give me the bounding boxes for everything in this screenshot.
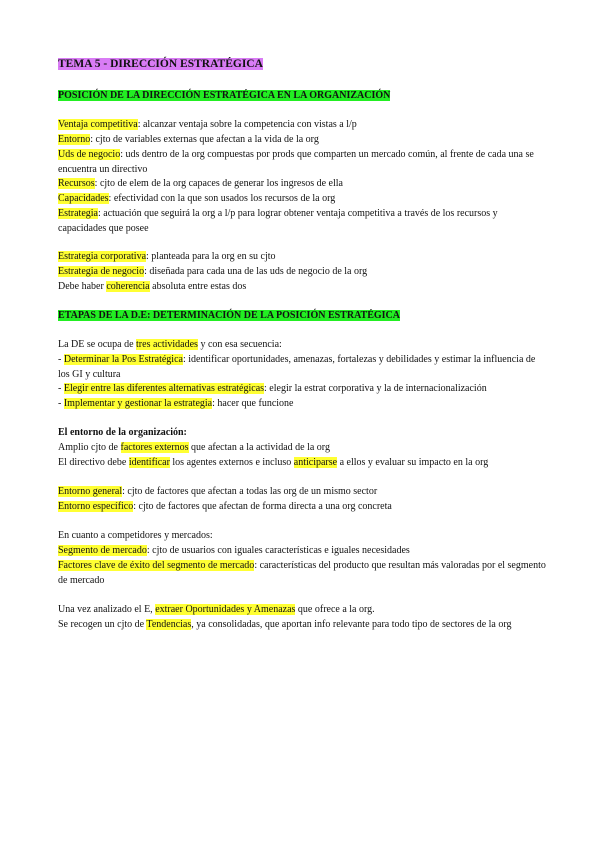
- term: Uds de negocio: [58, 149, 121, 160]
- heading-text: ETAPAS DE LA D.E: DETERMINACIÓN DE LA POSICIÓN ESTRATÉGICA: [58, 310, 401, 321]
- bullet: -: [58, 398, 64, 409]
- bullet: -: [58, 354, 64, 365]
- term: Determinar la Pos Estratégica: [63, 354, 183, 365]
- competidores-intro: [58, 528, 548, 543]
- definition-entorno: [58, 132, 548, 147]
- definition-recursos: [58, 176, 548, 191]
- definition-estrategia-corporativa: [58, 249, 548, 264]
- text-mid: los agentes externos e incluso: [169, 457, 294, 468]
- text-pre: Debe haber: [58, 281, 107, 292]
- text-rest: : elegir la estrat corporativa y la de internacionalización: [264, 383, 487, 394]
- definition: : actuación que seguirá la org a l/p para lograr obtener ventaja competitiva a través de los recursos y capacidades que posee: [58, 208, 498, 234]
- term: Estrategia: [58, 208, 98, 219]
- title-text: TEMA 5 - DIRECCIÓN ESTRATÉGICA: [58, 58, 263, 70]
- definition: : uds dentro de la org compuestas por prods que comparten un mercado común, al frente de cada una se encuentra un directivo: [58, 149, 534, 175]
- term: anticiparse: [293, 457, 338, 468]
- entorno-line-2: [58, 455, 548, 470]
- activities-intro: [58, 337, 548, 352]
- definition: : cjto de elem de la org capaces de generar los ingresos de ella: [94, 178, 343, 189]
- term: Factores clave de éxito del segmento de mercado: [58, 560, 255, 571]
- term: Entorno general: [58, 486, 123, 497]
- term: Ventaja competitiva: [58, 119, 138, 130]
- document-title: [58, 57, 548, 72]
- coherencia-line: [58, 279, 548, 294]
- text-pre: Amplio cjto de: [58, 442, 121, 453]
- text-rest: : identificar oportunidades, amenazas, fortalezas y debilidades y estimar la influencia de los GI y cultura: [58, 354, 536, 380]
- text-pre: El directivo debe: [58, 457, 129, 468]
- definition: : planteada para la org en su cjto: [146, 251, 276, 262]
- text-pre: Una vez analizado el E,: [58, 604, 156, 615]
- activity-item-3: [58, 396, 548, 411]
- text-rest: que afectan a la actividad de la org: [188, 442, 330, 453]
- activity-item-2: [58, 381, 548, 396]
- heading-text: POSICIÓN DE LA DIRECCIÓN ESTRATÉGICA EN LA ORGANIZACIÓN: [58, 90, 391, 101]
- definition-factores-clave: [58, 558, 548, 588]
- section-heading-1: [58, 88, 548, 103]
- section-heading-2: [58, 308, 548, 323]
- definition-capacidades: [58, 191, 548, 206]
- definition-entorno-especifico: [58, 499, 548, 514]
- term: Estrategia de negocio: [58, 266, 145, 277]
- definition: : cjto de usuarios con iguales características e iguales necesidades: [146, 545, 410, 556]
- text-rest: y con esa secuencia:: [197, 339, 282, 350]
- term: Entorno específico: [58, 501, 134, 512]
- definition: : características del producto que resultan más valoradas por el segmento de mercado: [58, 560, 546, 586]
- term: coherencia: [106, 281, 150, 292]
- definition-entorno-general: [58, 484, 548, 499]
- term: identificar: [128, 457, 170, 468]
- text-rest: a ellos y evaluar su impacto en la org: [337, 457, 489, 468]
- term: Elegir entre las diferentes alternativas estratégicas: [63, 383, 265, 394]
- definition-ventaja: [58, 117, 548, 132]
- definition-uds: [58, 147, 548, 177]
- definition-estrategia-negocio: [58, 264, 548, 279]
- text: En cuanto a competidores y mercados:: [58, 530, 213, 541]
- text-rest: : hacer que funcione: [212, 398, 294, 409]
- entorno-subheading: [58, 425, 548, 440]
- bullet: -: [58, 383, 64, 394]
- text-rest: , ya consolidadas, que aportan info relevante para todo tipo de sectores de la org: [191, 619, 512, 630]
- text-rest: absoluta entre estas dos: [149, 281, 247, 292]
- term: Entorno: [58, 134, 91, 145]
- definition: : diseñada para cada una de las uds de negocio de la org: [144, 266, 368, 277]
- final-line-2: [58, 617, 548, 632]
- definition: : alcanzar ventaja sobre la competencia con vistas a l/p: [137, 119, 357, 130]
- entorno-line-1: [58, 440, 548, 455]
- definition-segmento: [58, 543, 548, 558]
- definition-estrategia: [58, 206, 548, 236]
- term: extraer Oportunidades y Amenazas: [155, 604, 296, 615]
- subheading-text: El entorno de la organización:: [58, 427, 187, 438]
- text-pre: La DE se ocupa de: [58, 339, 137, 350]
- definition: : efectividad con la que son usados los recursos de la org: [108, 193, 336, 204]
- final-line-1: [58, 602, 548, 617]
- term: tres actividades: [136, 339, 198, 350]
- term: Estrategia corporativa: [58, 251, 147, 262]
- term: Tendencias: [146, 619, 192, 630]
- activity-item-1: [58, 352, 548, 382]
- term: Recursos: [58, 178, 95, 189]
- term: Capacidades: [58, 193, 109, 204]
- text-pre: Se recogen un cjto de: [58, 619, 147, 630]
- term: Implementar y gestionar la estrategia: [63, 398, 213, 409]
- term: Segmento de mercado: [58, 545, 147, 556]
- definition: : cjto de variables externas que afectan a la vida de la org: [90, 134, 319, 145]
- text-rest: que ofrece a la org.: [295, 604, 375, 615]
- definition: : cjto de factores que afectan a todas las org de un mismo sector: [122, 486, 378, 497]
- definition: : cjto de factores que afectan de forma directa a una org concreta: [133, 501, 392, 512]
- term: factores externos: [120, 442, 189, 453]
